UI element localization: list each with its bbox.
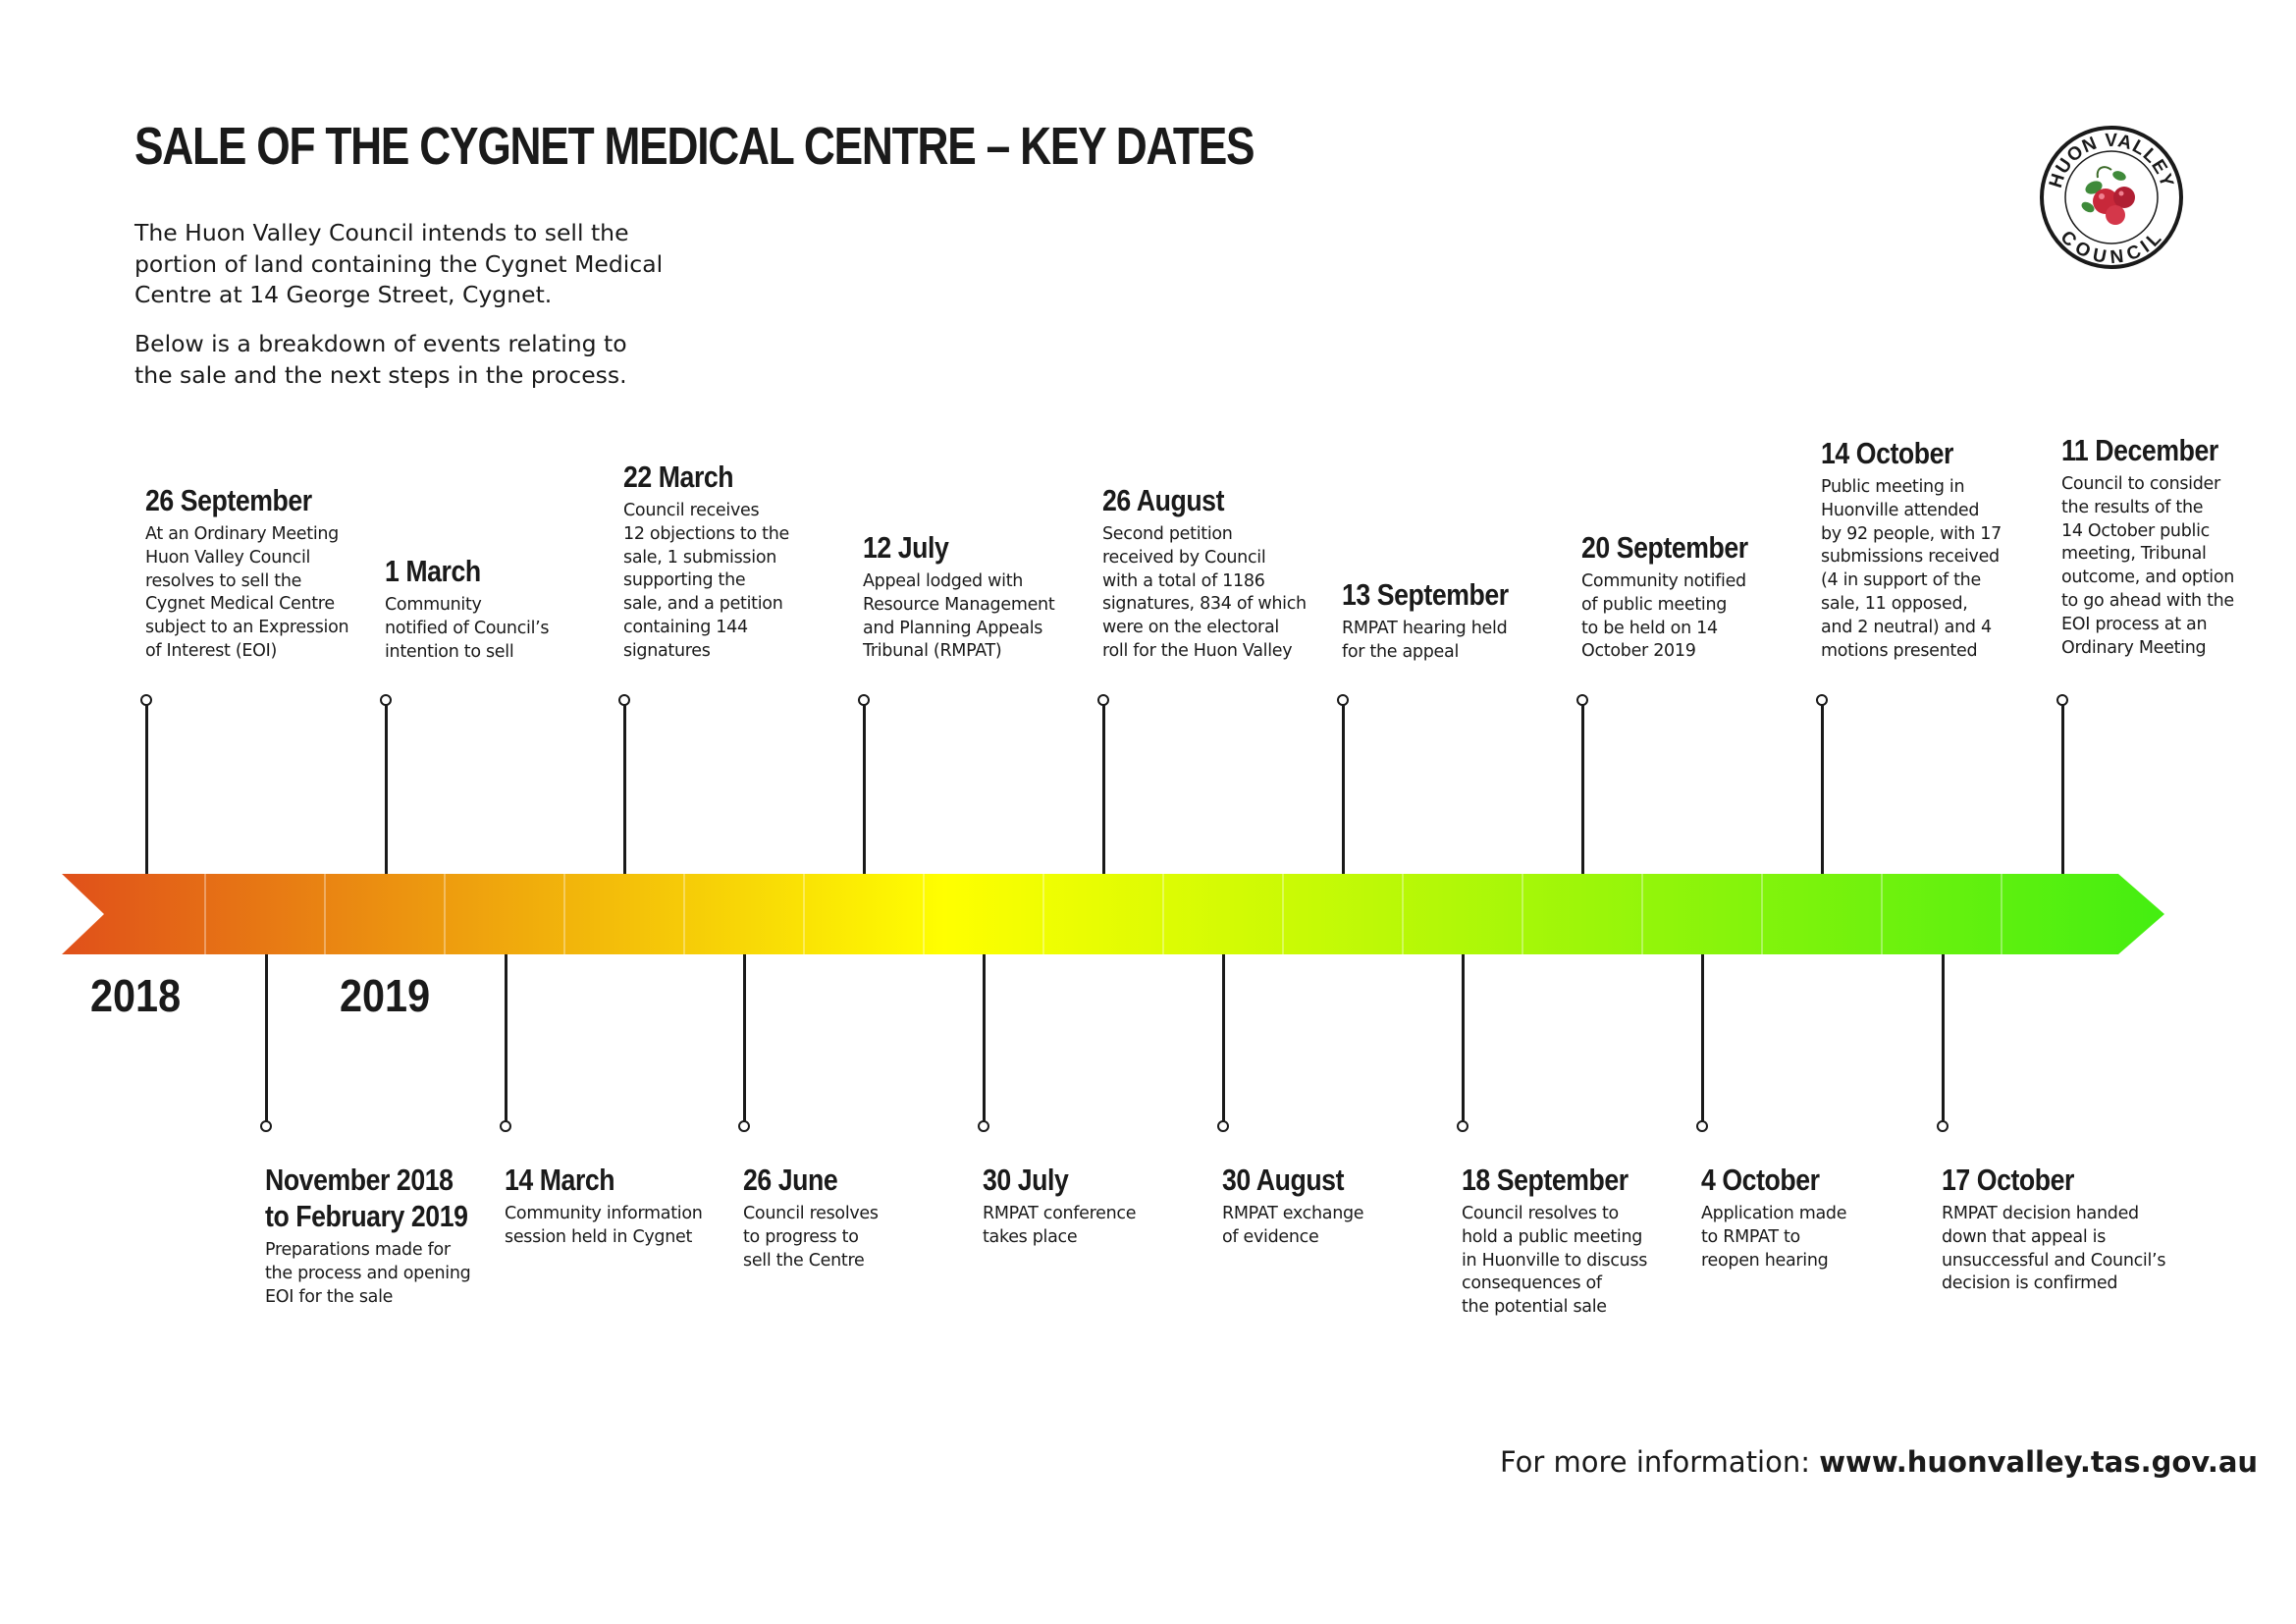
event-stem	[385, 702, 388, 874]
event-marker	[380, 694, 392, 706]
event-top-3	[623, 459, 789, 664]
event-date: 14 October	[1821, 436, 1953, 470]
event-top-7	[1581, 529, 1775, 664]
event-stem	[1462, 954, 1465, 1126]
event-stem	[1701, 954, 1704, 1126]
event-date: 1 March	[385, 554, 481, 588]
event-top-6	[1342, 576, 1535, 665]
event-marker	[1337, 694, 1349, 706]
event-marker	[978, 1120, 989, 1132]
event-date: November 2018 to February 2019	[265, 1163, 468, 1233]
year-label-2019: 2019	[340, 970, 431, 1021]
event-top-2	[385, 553, 549, 664]
event-marker	[1816, 694, 1828, 706]
event-description: Community information session held in Cygnet	[505, 1204, 703, 1247]
event-stem	[1342, 702, 1345, 874]
timeline-arrow-body	[62, 874, 2164, 954]
event-date: 26 August	[1102, 483, 1225, 517]
event-marker	[2056, 694, 2068, 706]
page-title: SALE OF THE CYGNET MEDICAL CENTRE – KEY DATES	[134, 117, 1255, 176]
event-description: Community notified of public meeting to be held on 14 October 2019	[1581, 571, 1746, 662]
event-top-5	[1102, 482, 1307, 664]
event-marker	[1576, 694, 1588, 706]
footer-label: For more information:	[1500, 1445, 1811, 1479]
event-description: Council to consider the results of the 14 October public meeting, Tribunal outcome, and option to go ahead with the EOI process at an Ordinary Meeting	[2061, 474, 2235, 658]
event-stem	[505, 954, 507, 1126]
event-bottom-2	[505, 1162, 703, 1250]
event-description: Appeal lodged with Resource Management and Planning Appeals Tribunal (RMPAT)	[863, 571, 1055, 662]
event-stem	[743, 954, 746, 1126]
event-marker	[140, 694, 152, 706]
event-description: Community notified of Council’s intention to sell	[385, 595, 550, 662]
logo-bottom-text: COUNCIL	[2056, 227, 2167, 269]
event-bottom-5	[1222, 1162, 1363, 1250]
event-bottom-7	[1701, 1162, 1846, 1272]
event-marker	[1696, 1120, 1708, 1132]
event-description: Public meeting in Huonville attended by 92 people, with 17 submissions received (4 in support of the sale, 11 opposed, and 2 neutral) and 4 motions presented	[1821, 477, 2002, 661]
event-stem	[1821, 702, 1824, 874]
footer-info	[1500, 1445, 2258, 1479]
event-stem	[265, 954, 268, 1126]
event-description: Application made to RMPAT to reopen hearing	[1701, 1204, 1847, 1271]
event-marker	[858, 694, 870, 706]
event-description: Council resolves to progress to sell the Centre	[743, 1204, 879, 1271]
event-marker	[1217, 1120, 1229, 1132]
event-bottom-4	[983, 1162, 1136, 1250]
event-stem	[1102, 702, 1105, 874]
event-stem	[623, 702, 626, 874]
event-description: RMPAT conference takes place	[983, 1204, 1137, 1247]
year-label-2018: 2018	[90, 970, 182, 1021]
event-marker	[738, 1120, 750, 1132]
footer-website-link[interactable]: www.huonvalley.tas.gov.au	[1819, 1445, 2259, 1479]
logo-top-text: HUON VALLEY	[2045, 130, 2178, 190]
event-date: 20 September	[1581, 530, 1748, 565]
event-stem	[1222, 954, 1225, 1126]
event-stem	[863, 702, 866, 874]
event-bottom-1	[265, 1162, 501, 1309]
event-stem	[1942, 954, 1945, 1126]
event-stem	[1581, 702, 1584, 874]
event-date: 11 December	[2061, 433, 2218, 467]
event-date: 26 September	[145, 483, 312, 517]
event-description: RMPAT hearing held for the appeal	[1342, 619, 1508, 662]
event-date: 17 October	[1942, 1163, 2074, 1197]
event-date: 22 March	[623, 460, 734, 494]
event-top-1	[145, 482, 348, 664]
event-date: 14 March	[505, 1163, 615, 1197]
event-stem	[983, 954, 986, 1126]
event-description: RMPAT decision handed down that appeal is unsuccessful and Council’s decision is confirmed	[1942, 1204, 2166, 1294]
event-marker	[1457, 1120, 1468, 1132]
event-date: 12 July	[863, 530, 949, 565]
event-description: Council receives 12 objections to the sale, 1 submission supporting the sale, and a petition containing 144 signatures	[623, 501, 789, 661]
event-date: 30 July	[983, 1163, 1069, 1197]
event-marker	[1937, 1120, 1949, 1132]
event-date: 13 September	[1342, 577, 1509, 612]
event-bottom-3	[743, 1162, 879, 1272]
event-top-9	[2061, 432, 2244, 660]
event-description: At an Ordinary Meeting Huon Valley Council resolves to sell the Cygnet Medical Centre subject to an Expression of Interest (EOI)	[145, 524, 349, 661]
event-top-4	[863, 529, 1054, 664]
event-marker	[1097, 694, 1109, 706]
event-date: 4 October	[1701, 1163, 1820, 1197]
event-date: 30 August	[1222, 1163, 1345, 1197]
event-description: Preparations made for the process and opening EOI for the sale	[265, 1240, 471, 1307]
event-marker	[618, 694, 630, 706]
event-date: 26 June	[743, 1163, 838, 1197]
event-description: Council resolves to hold a public meeting in Huonville to discuss consequences of the potential sale	[1462, 1204, 1648, 1318]
event-bottom-8	[1942, 1162, 2165, 1296]
event-description: Second petition received by Council with a total of 1186 signatures, 834 of which were on the electoral roll for the Huon Valley	[1102, 524, 1307, 661]
intro-paragraph-2: Below is a breakdown of events relating to the sale and the next steps in the process.	[134, 330, 627, 389]
event-marker	[500, 1120, 511, 1132]
event-top-8	[1821, 435, 2002, 663]
event-marker	[260, 1120, 272, 1132]
event-stem	[2061, 702, 2064, 874]
intro-paragraph-1: The Huon Valley Council intends to sell the portion of land containing the Cygnet Medical Centre at 14 George Street, Cygnet.	[134, 219, 664, 308]
event-bottom-6	[1462, 1162, 1655, 1320]
event-date: 18 September	[1462, 1163, 1629, 1197]
event-description: RMPAT exchange of evidence	[1222, 1204, 1364, 1247]
event-stem	[145, 702, 148, 874]
